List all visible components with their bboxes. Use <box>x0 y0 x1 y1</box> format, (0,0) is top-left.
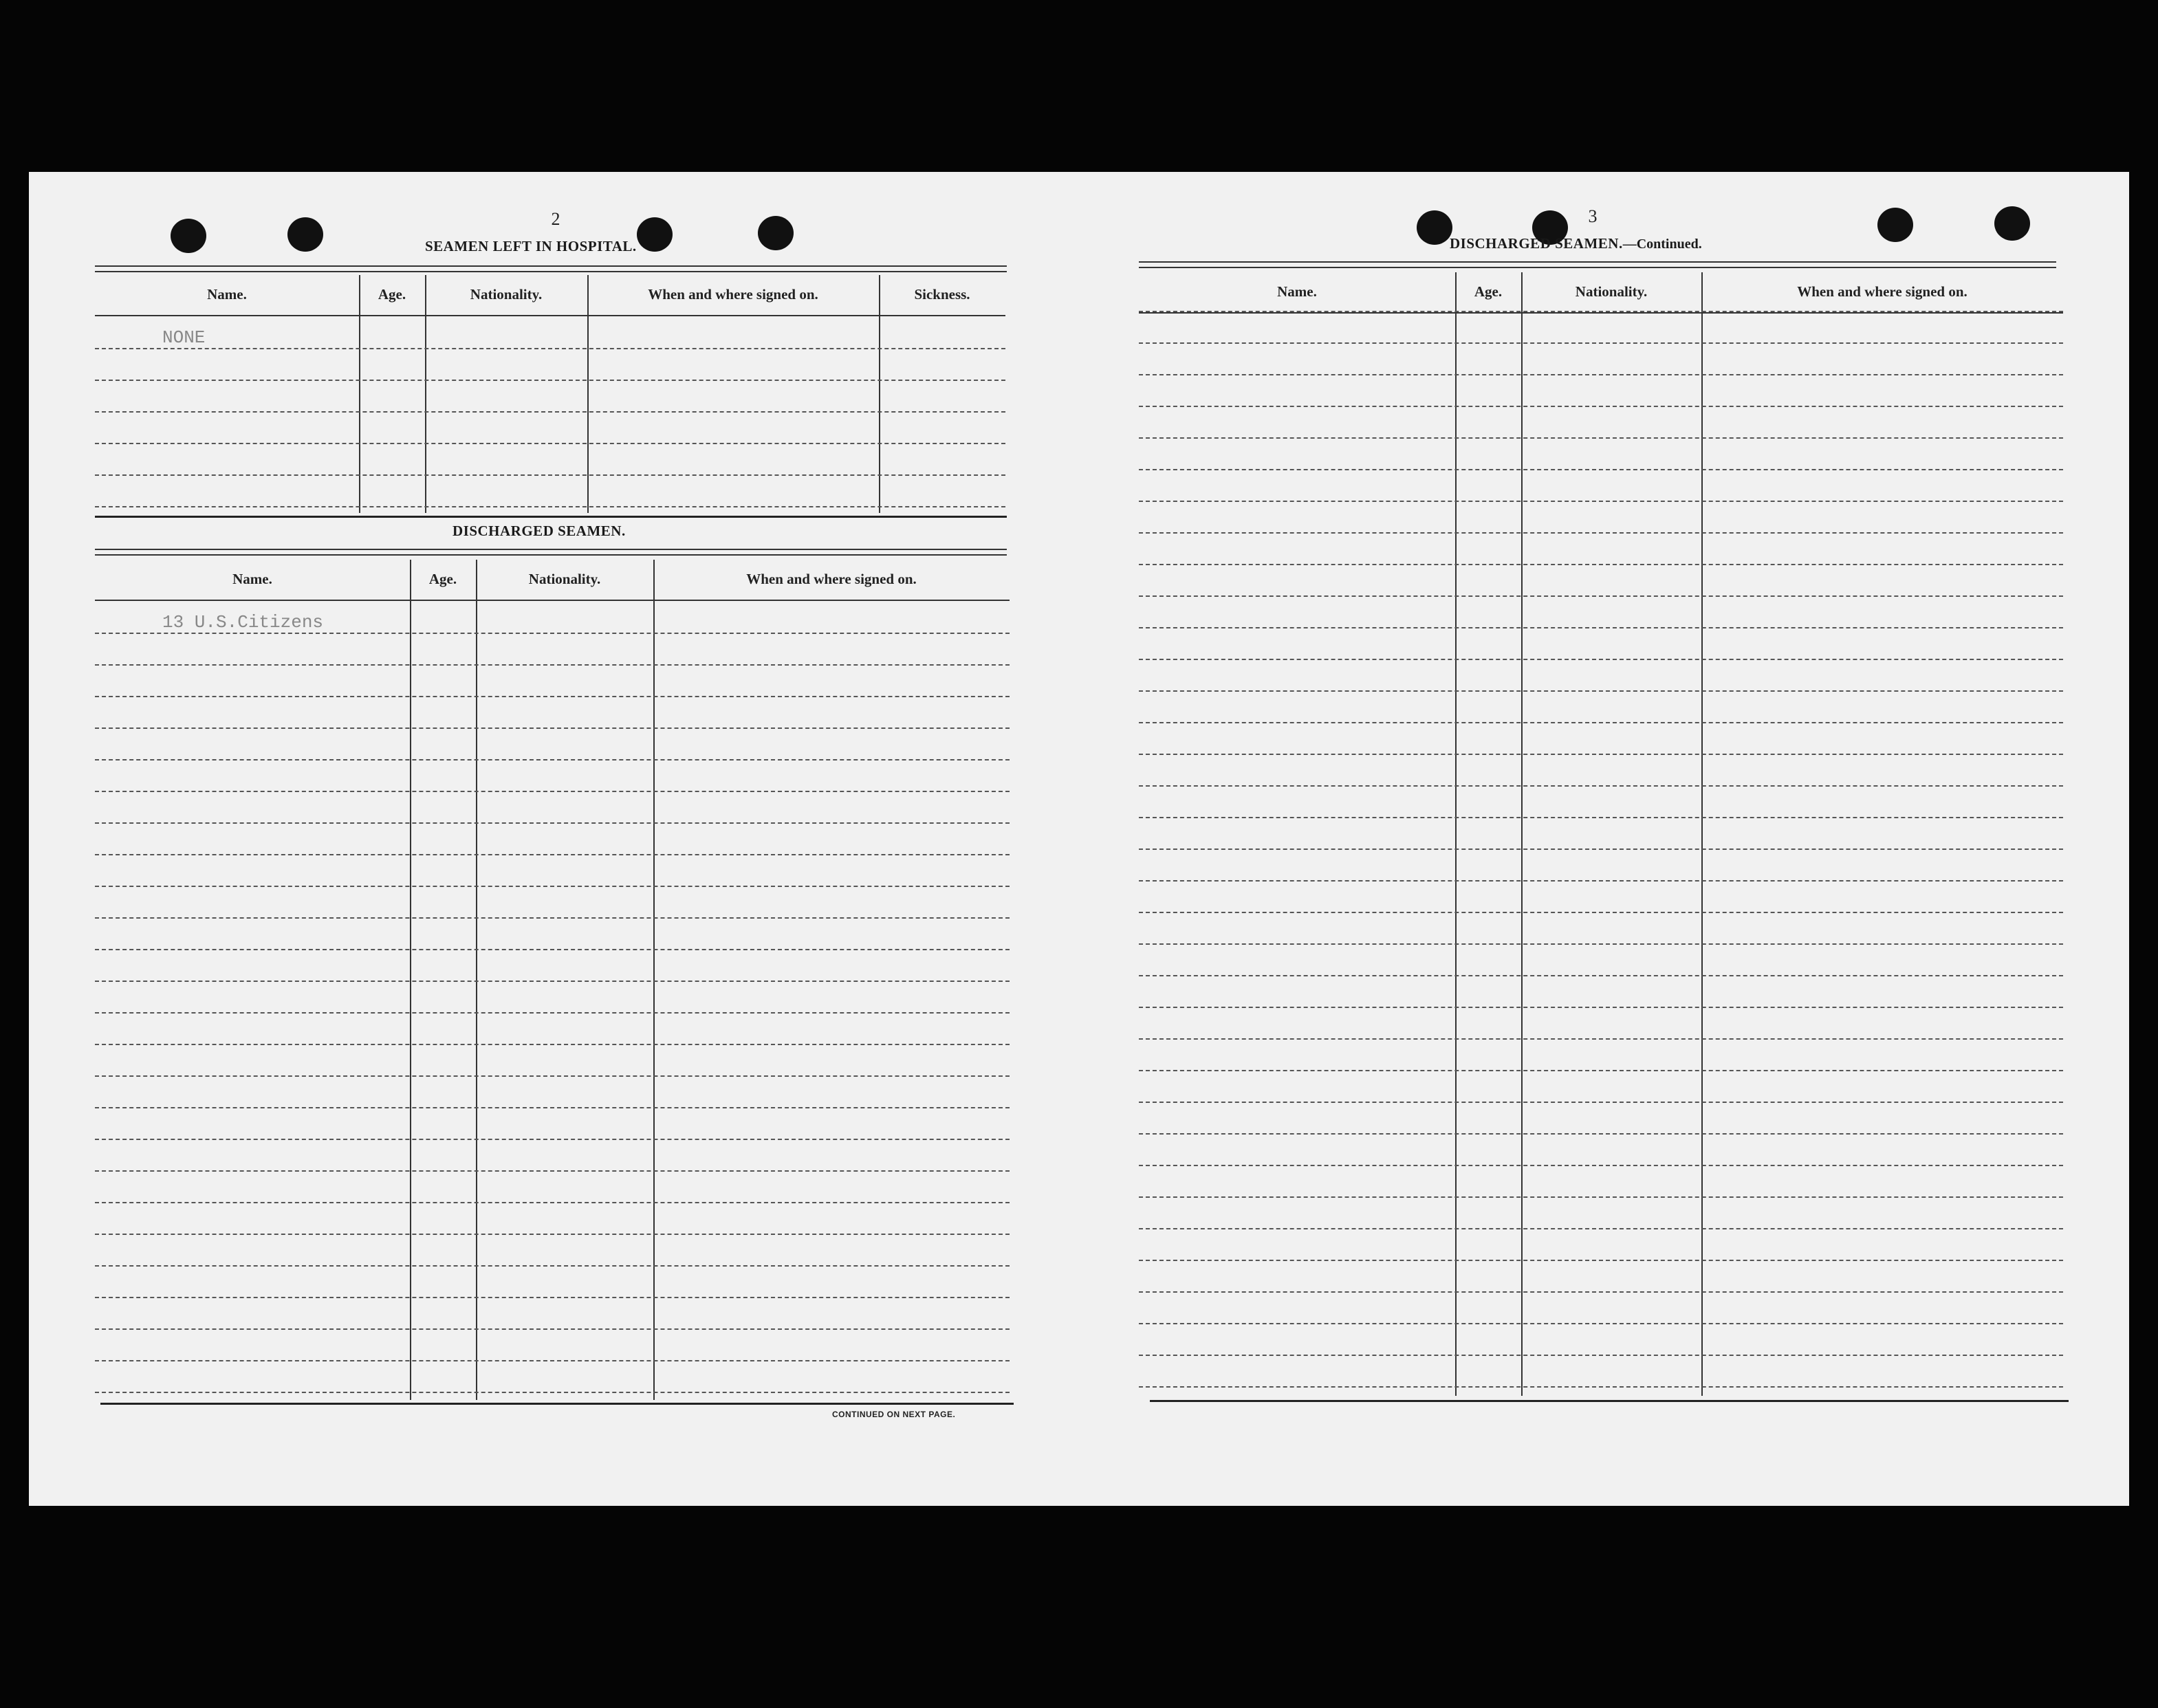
hospital-table <box>95 275 1005 513</box>
ruled-line <box>1139 848 2063 850</box>
hospital-entry: NONE <box>162 327 206 348</box>
ruled-line <box>1139 912 2063 913</box>
ruled-line <box>1139 1007 2063 1008</box>
ruled-line <box>95 633 1010 634</box>
ruled-line <box>95 822 1010 824</box>
ruled-line <box>95 854 1010 855</box>
ruled-line <box>1139 817 2063 818</box>
ruled-line <box>1139 1102 2063 1103</box>
document-sheet <box>29 172 2129 1506</box>
col-header-name: Name. <box>232 571 272 587</box>
ruled-line <box>95 1202 1010 1203</box>
ruled-line <box>95 1075 1010 1077</box>
hospital-bottom-rule <box>95 516 1007 518</box>
ruled-line <box>1139 374 2063 375</box>
col-header-signed-on: When and where signed on. <box>1797 283 1968 300</box>
ruled-line <box>95 1012 1010 1014</box>
ruled-line <box>95 886 1010 887</box>
ruled-line <box>1139 1070 2063 1071</box>
ruled-line <box>95 1265 1010 1267</box>
col-header-signed-on: When and where signed on. <box>648 286 818 303</box>
ruled-line <box>1139 311 2063 312</box>
ruled-line <box>1139 469 2063 470</box>
ruled-line <box>1139 437 2063 439</box>
discharged-table <box>95 560 1010 1400</box>
ruled-line <box>1139 627 2063 628</box>
ruled-line <box>95 759 1010 760</box>
ruled-line <box>1139 722 2063 723</box>
punch-hole <box>1994 206 2030 241</box>
ruled-line <box>95 1170 1010 1172</box>
ruled-line <box>1139 943 2063 945</box>
ruled-line <box>1139 1228 2063 1229</box>
ruled-line <box>1139 501 2063 502</box>
col-header-name: Name. <box>1277 283 1317 300</box>
right-top-rule <box>1139 261 2056 268</box>
col-header-nationality: Nationality. <box>470 286 543 303</box>
punch-hole <box>1417 210 1452 245</box>
ruled-line <box>1139 342 2063 344</box>
ruled-line <box>95 1328 1010 1330</box>
ruled-line <box>95 917 1010 919</box>
ruled-line <box>1139 1038 2063 1040</box>
ruled-line <box>1139 880 2063 882</box>
ruled-line <box>95 1360 1010 1361</box>
ruled-line <box>1139 690 2063 692</box>
ruled-line <box>1139 1291 2063 1293</box>
ruled-line <box>1139 1260 2063 1261</box>
right-page-bottom-rule <box>1150 1400 2069 1402</box>
ruled-line <box>95 1139 1010 1140</box>
ruled-line <box>1139 754 2063 755</box>
ruled-line <box>1139 1133 2063 1135</box>
punch-hole <box>171 219 206 253</box>
left-page-bottom-rule <box>100 1403 1014 1405</box>
ruled-line <box>1139 406 2063 407</box>
right-discharged-table <box>1139 272 2063 1396</box>
ruled-line <box>1139 1386 2063 1388</box>
col-header-age: Age. <box>378 286 406 303</box>
ruled-line <box>1139 975 2063 976</box>
punch-hole <box>1877 208 1913 242</box>
ruled-line <box>95 1297 1010 1298</box>
col-header-age: Age. <box>1474 283 1503 300</box>
col-header-signed-on: When and where signed on. <box>746 571 917 587</box>
continued-note: CONTINUED ON NEXT PAGE. <box>832 1410 956 1419</box>
ruled-line <box>1139 785 2063 787</box>
col-header-age: Age. <box>428 571 457 587</box>
ruled-line <box>1139 564 2063 565</box>
ruled-line <box>1139 1165 2063 1166</box>
ruled-line <box>95 791 1010 792</box>
ruled-line <box>95 1392 1010 1393</box>
punch-hole <box>758 216 794 250</box>
ruled-line <box>95 727 1010 729</box>
ruled-line <box>95 1044 1010 1045</box>
col-header-nationality: Nationality. <box>1575 283 1648 300</box>
punch-hole <box>637 217 673 252</box>
ruled-line <box>1139 532 2063 534</box>
ruled-line <box>1139 595 2063 597</box>
ruled-line <box>1139 1196 2063 1198</box>
ruled-line <box>95 1234 1010 1235</box>
col-header-name: Name. <box>207 286 247 303</box>
right-title-main: DISCHARGED SEAMEN. <box>1450 235 1623 252</box>
ruled-line <box>1139 659 2063 660</box>
ruled-line <box>95 1107 1010 1108</box>
col-header-sickness: Sickness. <box>914 286 970 303</box>
ruled-line <box>95 664 1010 666</box>
page-number-right: 3 <box>1588 206 1598 226</box>
right-title-suffix: —Continued. <box>1622 237 1702 252</box>
punch-hole <box>287 217 323 252</box>
page-number-left: 2 <box>551 209 560 229</box>
ruled-line <box>95 981 1010 982</box>
ruled-line <box>95 696 1010 697</box>
hospital-section-title: SEAMEN LEFT IN HOSPITAL. <box>425 238 637 254</box>
col-header-nationality: Nationality. <box>528 571 601 587</box>
discharged-top-rule <box>95 549 1007 556</box>
hospital-top-rule <box>95 265 1007 272</box>
right-section-title <box>1450 235 1702 252</box>
discharged-section-title: DISCHARGED SEAMEN. <box>453 523 626 539</box>
ruled-line <box>95 949 1010 950</box>
ruled-line <box>1139 1323 2063 1324</box>
ruled-line <box>1139 1355 2063 1356</box>
discharged-entry: 13 U.S.Citizens <box>162 612 324 633</box>
